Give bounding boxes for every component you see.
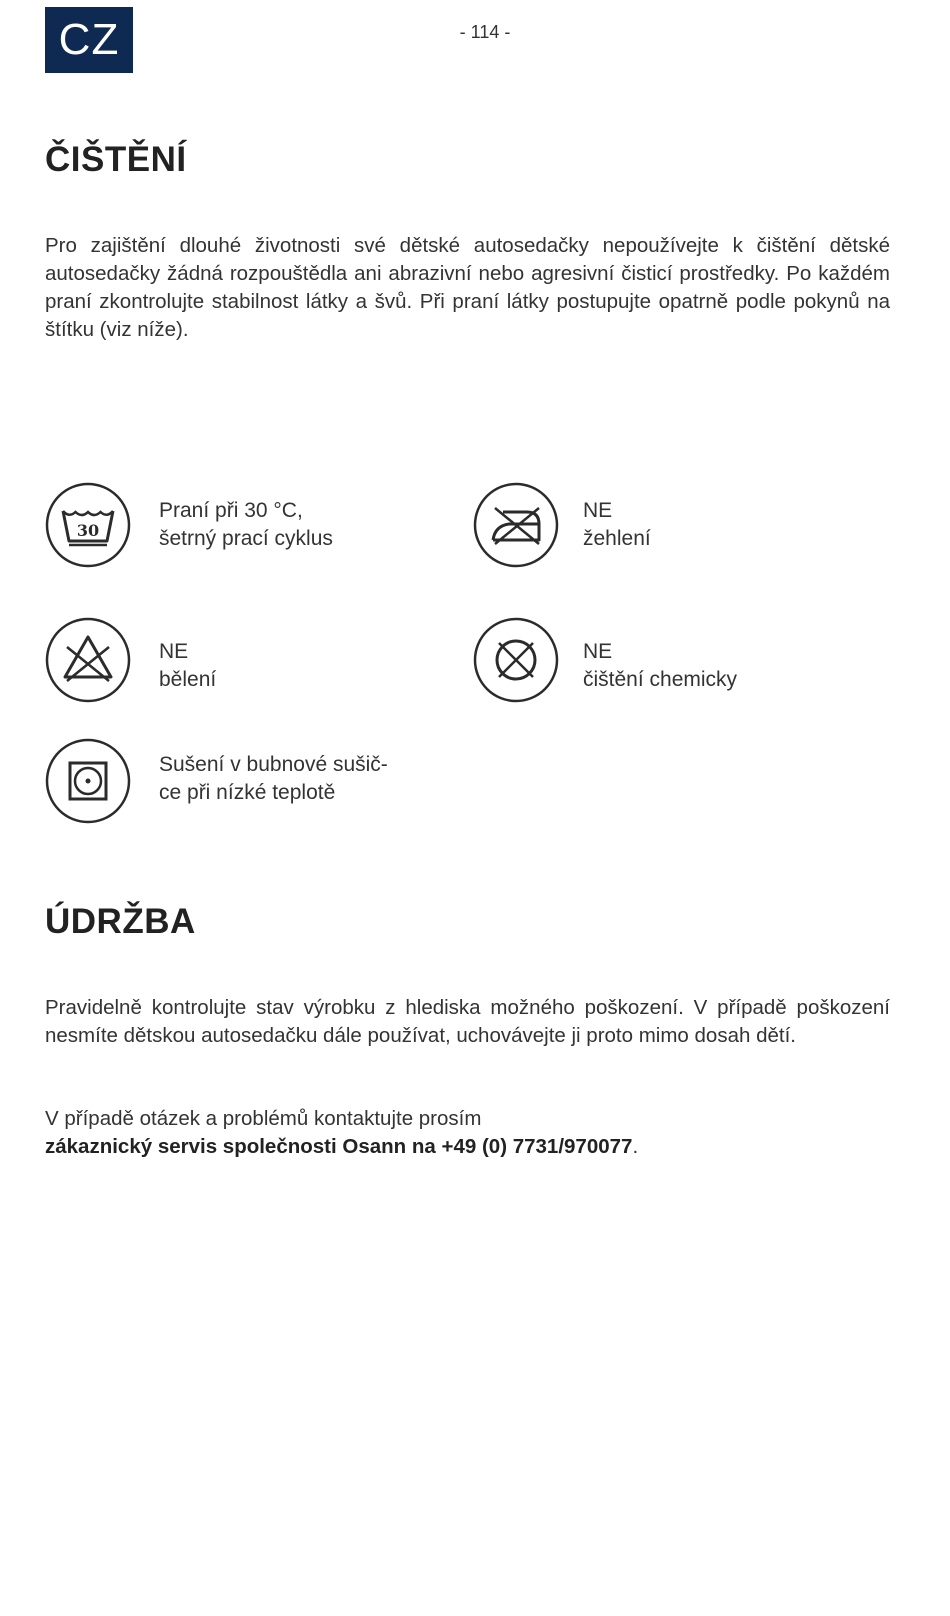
care-item-tumble-dry-line1: Sušení v bubnové sušič- — [159, 753, 388, 776]
care-item-dry-clean-line2: čištění chemicky — [583, 668, 738, 691]
care-item-bleach-line2: bělení — [159, 668, 217, 691]
wash-30-gentle-icon — [45, 482, 131, 568]
care-item-bleach — [159, 638, 216, 694]
care-item-wash-line2: šetrný prací cyklus — [159, 527, 333, 550]
care-item-ironing-line1: NE — [583, 499, 613, 522]
no-ironing-icon — [473, 482, 559, 568]
no-dry-clean-icon — [473, 617, 559, 703]
contact-intro: V případě otázek a problémů kontaktujte prosím — [45, 1107, 482, 1130]
care-item-dry-clean — [583, 638, 737, 694]
care-item-dry-clean-line1: NE — [583, 640, 613, 663]
maintenance-heading: ÚDRŽBA — [45, 902, 196, 941]
contact-service-phone: zákaznický servis společnosti Osann na +49 (0) 7731/970077 — [45, 1135, 633, 1158]
cleaning-paragraph: Pro zajištění dlouhé životnosti své dětské autosedačky nepoužívejte k čištění dětské autosedačky žádná rozpouštědla ani abrazivní nebo agresivní čisticí prostředky. Po každém praní zkontrolujte stabilnost látky a švů. Při praní látky postupujte opatrně podle pokynů na štítku (viz níže). — [45, 234, 890, 341]
care-item-bleach-line1: NE — [159, 640, 189, 663]
cleaning-heading: ČIŠTĚNÍ — [45, 140, 187, 179]
care-item-tumble-dry-line2: ce při nízké teplotě — [159, 781, 336, 804]
page-number: - 114 - — [459, 22, 511, 42]
care-item-wash-line1: Praní při 30 °C, — [159, 499, 303, 522]
contact-paragraph — [45, 1105, 890, 1161]
care-item-tumble-dry — [159, 751, 388, 807]
tumble-dry-low-icon — [45, 738, 131, 824]
care-item-ironing-line2: žehlení — [583, 527, 651, 550]
no-bleach-icon — [45, 617, 131, 703]
care-item-ironing — [583, 497, 651, 553]
wash-temperature-label: 30 — [76, 521, 100, 540]
contact-end: . — [632, 1135, 639, 1158]
care-item-wash — [159, 497, 333, 553]
maintenance-paragraph: Pravidelně kontrolujte stav výrobku z hlediska možného poškození. V případě poškození nesmíte dětskou autosedačku dále používat, uchovávejte ji proto mimo dosah dětí. — [45, 996, 890, 1047]
language-badge: CZ — [45, 7, 133, 73]
